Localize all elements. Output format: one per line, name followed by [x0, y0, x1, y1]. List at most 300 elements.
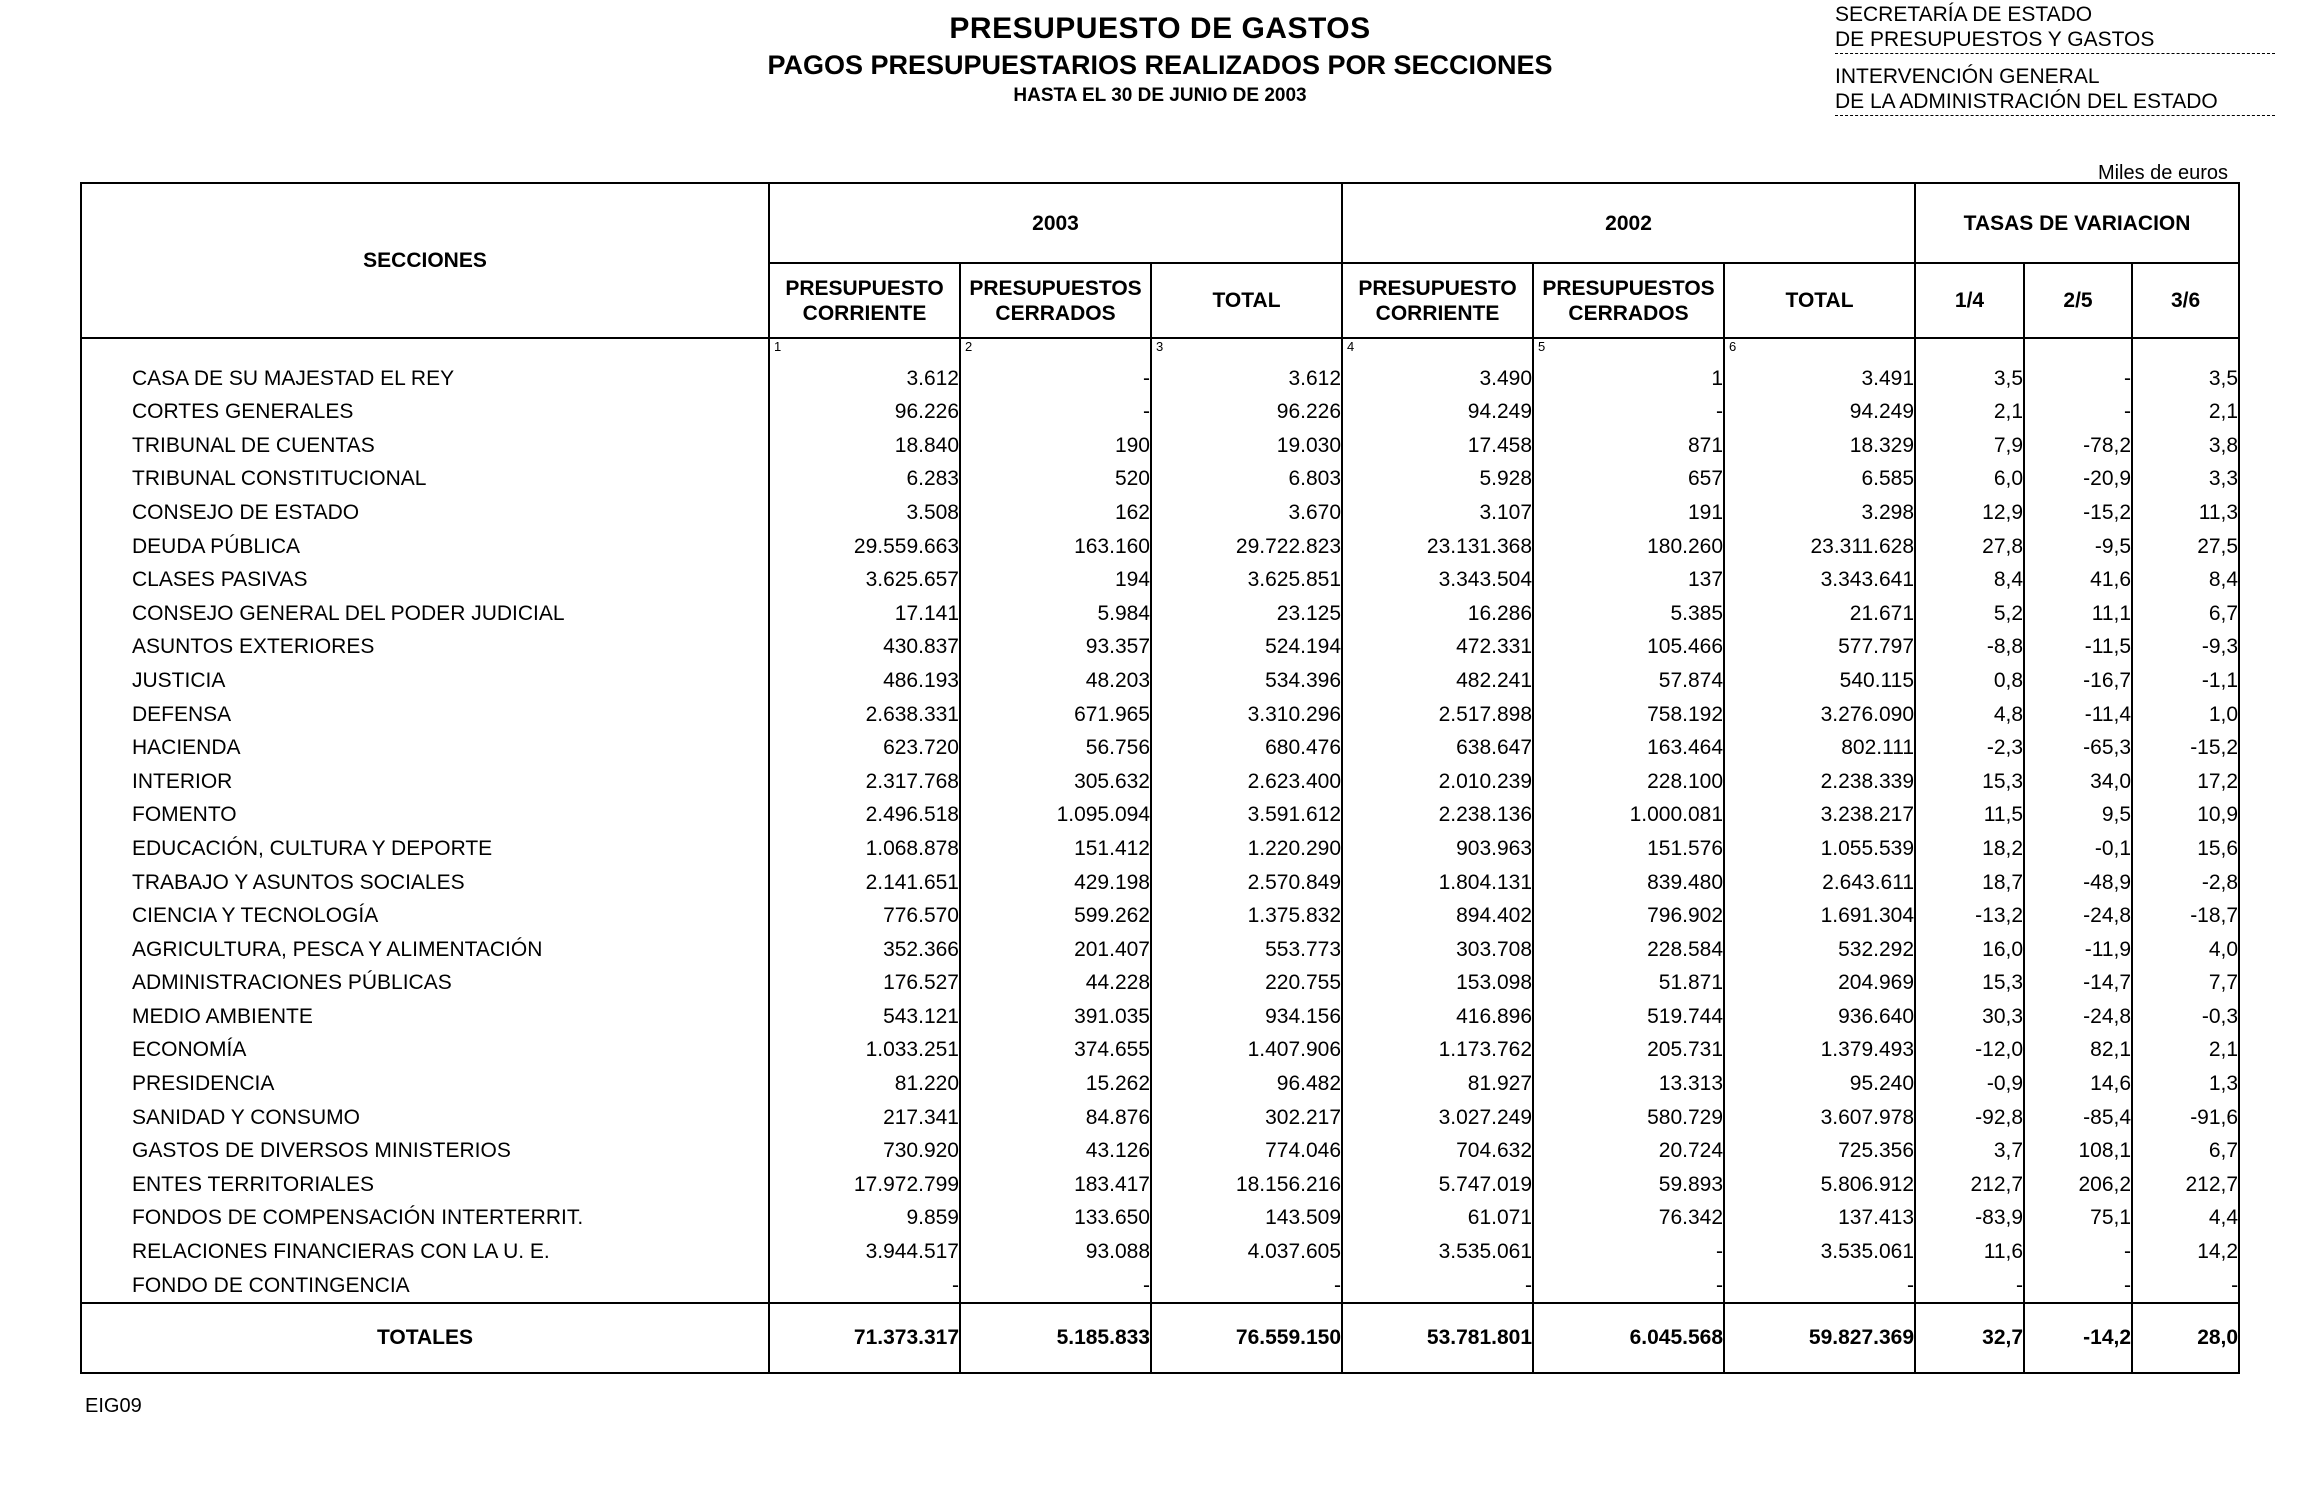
value-cell: 520 [960, 458, 1151, 492]
section-name-cell: TRIBUNAL DE CUENTAS [81, 424, 769, 458]
value-cell: 3.310.296 [1151, 693, 1342, 727]
table-row [81, 424, 2239, 458]
value-cell: 1.033.251 [769, 1029, 960, 1063]
table-row [81, 928, 2239, 962]
organization-block [1835, 2, 2275, 116]
value-cell: 180.260 [1533, 525, 1724, 559]
report-date: HASTA EL 30 DE JUNIO DE 2003 [1013, 85, 1307, 106]
value-cell: - [960, 391, 1151, 425]
report-subtitle: PAGOS PRESUPUESTARIOS REALIZADOS POR SECCIONES [767, 50, 1553, 80]
value-cell: - [1151, 1264, 1342, 1303]
value-cell: 1.407.906 [1151, 1029, 1342, 1063]
value-cell: 10,9 [2132, 794, 2239, 828]
value-cell: 191 [1533, 491, 1724, 525]
section-name-cell: CONSEJO DE ESTADO [81, 491, 769, 525]
value-cell: 305.632 [960, 760, 1151, 794]
value-cell: -8,8 [1915, 626, 2024, 660]
header-2002-total: TOTAL [1724, 263, 1915, 338]
value-cell: 903.963 [1342, 827, 1533, 861]
value-cell: 12,9 [1915, 491, 2024, 525]
value-cell: 15,6 [2132, 827, 2239, 861]
section-name-cell: CORTES GENERALES [81, 391, 769, 425]
value-cell: 3.276.090 [1724, 693, 1915, 727]
value-cell: 2.496.518 [769, 794, 960, 828]
value-cell: -15,2 [2024, 491, 2132, 525]
section-name-cell: JUSTICIA [81, 659, 769, 693]
value-cell: 776.570 [769, 895, 960, 929]
value-cell: 93.357 [960, 626, 1151, 660]
value-cell: -1,1 [2132, 659, 2239, 693]
value-cell: -12,0 [1915, 1029, 2024, 1063]
value-cell: 151.576 [1533, 827, 1724, 861]
totals-value-cell: 76.559.150 [1151, 1303, 1342, 1373]
value-cell: - [1533, 1264, 1724, 1303]
value-cell: 1.068.878 [769, 827, 960, 861]
value-cell: 6,0 [1915, 458, 2024, 492]
value-cell: 3.612 [769, 357, 960, 391]
value-cell: 183.417 [960, 1163, 1151, 1197]
value-cell: 5,2 [1915, 592, 2024, 626]
value-cell: -24,8 [2024, 895, 2132, 929]
value-cell: 15,3 [1915, 760, 2024, 794]
value-cell: 704.632 [1342, 1130, 1533, 1164]
value-cell: 23.125 [1151, 592, 1342, 626]
value-cell: 84.876 [960, 1096, 1151, 1130]
value-cell: - [1533, 391, 1724, 425]
value-cell: 59.893 [1533, 1163, 1724, 1197]
value-cell: 2.638.331 [769, 693, 960, 727]
value-cell: -0,3 [2132, 995, 2239, 1029]
value-cell: 0,8 [1915, 659, 2024, 693]
table-row [81, 1096, 2239, 1130]
value-cell: - [960, 357, 1151, 391]
value-cell: 524.194 [1151, 626, 1342, 660]
value-cell: -85,4 [2024, 1096, 2132, 1130]
value-cell: 1,3 [2132, 1062, 2239, 1096]
table-row [81, 1130, 2239, 1164]
table-row [81, 525, 2239, 559]
value-cell: -2,8 [2132, 861, 2239, 895]
totals-value-cell: 32,7 [1915, 1303, 2024, 1373]
value-cell: - [2132, 1264, 2239, 1303]
table-row [81, 794, 2239, 828]
value-cell: 94.249 [1342, 391, 1533, 425]
value-cell: 1.804.131 [1342, 861, 1533, 895]
value-cell: -11,5 [2024, 626, 2132, 660]
index-cell-empty [1915, 338, 2024, 357]
value-cell: 774.046 [1151, 1130, 1342, 1164]
value-cell: 2.643.611 [1724, 861, 1915, 895]
value-cell: 3.490 [1342, 357, 1533, 391]
value-cell: 3.607.978 [1724, 1096, 1915, 1130]
value-cell: 3.612 [1151, 357, 1342, 391]
value-cell: 2.238.339 [1724, 760, 1915, 794]
value-cell: 163.464 [1533, 727, 1724, 761]
value-cell: 638.647 [1342, 727, 1533, 761]
value-cell: 21.671 [1724, 592, 1915, 626]
value-cell: 220.755 [1151, 962, 1342, 996]
table-row [81, 727, 2239, 761]
section-name-cell: MEDIO AMBIENTE [81, 995, 769, 1029]
header-rate-1-4: 1/4 [1915, 263, 2024, 338]
value-cell: 730.920 [769, 1130, 960, 1164]
value-cell: 5.928 [1342, 458, 1533, 492]
header-2003-total: TOTAL [1151, 263, 1342, 338]
value-cell: 29.722.823 [1151, 525, 1342, 559]
value-cell: 43.126 [960, 1130, 1151, 1164]
value-cell: 5.806.912 [1724, 1163, 1915, 1197]
value-cell: 18,7 [1915, 861, 2024, 895]
totals-value-cell: 28,0 [2132, 1303, 2239, 1373]
value-cell: 871 [1533, 424, 1724, 458]
value-cell: 17.458 [1342, 424, 1533, 458]
value-cell: 18,2 [1915, 827, 2024, 861]
org-line-1: SECRETARÍA DE ESTADO [1835, 3, 2093, 26]
index-cell: 1 [769, 338, 960, 357]
totals-value-cell: 6.045.568 [1533, 1303, 1724, 1373]
value-cell: -9,5 [2024, 525, 2132, 559]
section-name-cell: CLASES PASIVAS [81, 559, 769, 593]
value-cell: 3.027.249 [1342, 1096, 1533, 1130]
value-cell: 303.708 [1342, 928, 1533, 962]
table-row [81, 626, 2239, 660]
section-name-cell: HACIENDA [81, 727, 769, 761]
value-cell: 11,1 [2024, 592, 2132, 626]
column-index-row [81, 338, 2239, 357]
value-cell: 48.203 [960, 659, 1151, 693]
totals-value-cell: 53.781.801 [1342, 1303, 1533, 1373]
value-cell: -78,2 [2024, 424, 2132, 458]
value-cell: 162 [960, 491, 1151, 525]
value-cell: 1.379.493 [1724, 1029, 1915, 1063]
value-cell: 137.413 [1724, 1197, 1915, 1231]
value-cell: 96.226 [1151, 391, 1342, 425]
value-cell: 482.241 [1342, 659, 1533, 693]
value-cell: 5.984 [960, 592, 1151, 626]
value-cell: -18,7 [2132, 895, 2239, 929]
footer-code: EIG09 [85, 1395, 142, 1417]
value-cell: 11,5 [1915, 794, 2024, 828]
header-2003-cerrados: PRESUPUESTOS CERRADOS [960, 263, 1151, 338]
value-cell: 23.131.368 [1342, 525, 1533, 559]
value-cell: 3.591.612 [1151, 794, 1342, 828]
value-cell: 29.559.663 [769, 525, 960, 559]
value-cell: 9.859 [769, 1197, 960, 1231]
value-cell: - [769, 1264, 960, 1303]
value-cell: 19.030 [1151, 424, 1342, 458]
table-row [81, 995, 2239, 1029]
totals-value-cell: -14,2 [2024, 1303, 2132, 1373]
value-cell: 3.670 [1151, 491, 1342, 525]
value-cell: 1.055.539 [1724, 827, 1915, 861]
value-cell: 580.729 [1533, 1096, 1724, 1130]
table-row [81, 391, 2239, 425]
value-cell: 151.412 [960, 827, 1151, 861]
value-cell: 4,4 [2132, 1197, 2239, 1231]
section-name-cell: DEFENSA [81, 693, 769, 727]
org-line-4: DE LA ADMINISTRACIÓN DEL ESTADO [1835, 89, 2275, 116]
value-cell: 802.111 [1724, 727, 1915, 761]
value-cell: -15,2 [2132, 727, 2239, 761]
value-cell: 352.366 [769, 928, 960, 962]
value-cell: 5.747.019 [1342, 1163, 1533, 1197]
value-cell: 725.356 [1724, 1130, 1915, 1164]
index-cell: 2 [960, 338, 1151, 357]
value-cell: 27,5 [2132, 525, 2239, 559]
value-cell: 15,3 [1915, 962, 2024, 996]
value-cell: -20,9 [2024, 458, 2132, 492]
value-cell: 108,1 [2024, 1130, 2132, 1164]
value-cell: 228.100 [1533, 760, 1724, 794]
table-row [81, 760, 2239, 794]
index-cell: 5 [1533, 338, 1724, 357]
section-name-cell: CONSEJO GENERAL DEL PODER JUDICIAL [81, 592, 769, 626]
value-cell: 17.141 [769, 592, 960, 626]
value-cell: 1.375.832 [1151, 895, 1342, 929]
value-cell: 936.640 [1724, 995, 1915, 1029]
value-cell: 76.342 [1533, 1197, 1724, 1231]
section-name-cell: CIENCIA Y TECNOLOGÍA [81, 895, 769, 929]
header-2003-corriente: PRESUPUESTO CORRIENTE [769, 263, 960, 338]
table-row [81, 559, 2239, 593]
value-cell: 839.480 [1533, 861, 1724, 895]
table-row [81, 1163, 2239, 1197]
value-cell: 4,0 [2132, 928, 2239, 962]
value-cell: 2.317.768 [769, 760, 960, 794]
value-cell: - [1342, 1264, 1533, 1303]
value-cell: 3.625.657 [769, 559, 960, 593]
table-row [81, 1230, 2239, 1264]
totals-row [81, 1303, 2239, 1373]
value-cell: 206,2 [2024, 1163, 2132, 1197]
value-cell: 3,8 [2132, 424, 2239, 458]
value-cell: 391.035 [960, 995, 1151, 1029]
section-name-cell: INTERIOR [81, 760, 769, 794]
budget-table [80, 182, 2240, 1374]
value-cell: 1.173.762 [1342, 1029, 1533, 1063]
value-cell: 1.000.081 [1533, 794, 1724, 828]
table-row [81, 592, 2239, 626]
value-cell: - [2024, 1264, 2132, 1303]
value-cell: -16,7 [2024, 659, 2132, 693]
value-cell: 212,7 [2132, 1163, 2239, 1197]
value-cell: 163.160 [960, 525, 1151, 559]
value-cell: 13.313 [1533, 1062, 1724, 1096]
value-cell: 3,3 [2132, 458, 2239, 492]
value-cell: 7,9 [1915, 424, 2024, 458]
value-cell: 3.298 [1724, 491, 1915, 525]
value-cell: - [2024, 357, 2132, 391]
value-cell: 11,3 [2132, 491, 2239, 525]
totals-label-cell: TOTALES [81, 1303, 769, 1373]
value-cell: 2.623.400 [1151, 760, 1342, 794]
value-cell: 194 [960, 559, 1151, 593]
value-cell: 3.238.217 [1724, 794, 1915, 828]
value-cell: 2.517.898 [1342, 693, 1533, 727]
value-cell: 302.217 [1151, 1096, 1342, 1130]
value-cell: 934.156 [1151, 995, 1342, 1029]
value-cell: -65,3 [2024, 727, 2132, 761]
value-cell: -11,9 [2024, 928, 2132, 962]
value-cell: 472.331 [1342, 626, 1533, 660]
report-title: PRESUPUESTO DE GASTOS [949, 12, 1371, 45]
value-cell: 5.385 [1533, 592, 1724, 626]
value-cell: 543.121 [769, 995, 960, 1029]
value-cell: 27,8 [1915, 525, 2024, 559]
section-name-cell: PRESIDENCIA [81, 1062, 769, 1096]
index-cell-empty [2132, 338, 2239, 357]
section-name-cell: TRIBUNAL CONSTITUCIONAL [81, 458, 769, 492]
value-cell: 217.341 [769, 1096, 960, 1130]
value-cell: 796.902 [1533, 895, 1724, 929]
value-cell: 758.192 [1533, 693, 1724, 727]
value-cell: 61.071 [1342, 1197, 1533, 1231]
table-row [81, 1197, 2239, 1231]
index-cell: 4 [1342, 338, 1533, 357]
value-cell: 14,6 [2024, 1062, 2132, 1096]
value-cell: -13,2 [1915, 895, 2024, 929]
value-cell: -0,1 [2024, 827, 2132, 861]
value-cell: 18.156.216 [1151, 1163, 1342, 1197]
value-cell: 6.585 [1724, 458, 1915, 492]
value-cell: 3.343.504 [1342, 559, 1533, 593]
section-name-cell: TRABAJO Y ASUNTOS SOCIALES [81, 861, 769, 895]
header-secciones: SECCIONES [81, 183, 769, 338]
totals-value-cell: 5.185.833 [960, 1303, 1151, 1373]
value-cell: 14,2 [2132, 1230, 2239, 1264]
value-cell: 153.098 [1342, 962, 1533, 996]
value-cell: - [2024, 1230, 2132, 1264]
value-cell: 56.756 [960, 727, 1151, 761]
value-cell: - [1915, 1264, 2024, 1303]
value-cell: 23.311.628 [1724, 525, 1915, 559]
value-cell: 6,7 [2132, 592, 2239, 626]
value-cell: 6.803 [1151, 458, 1342, 492]
section-name-cell: SANIDAD Y CONSUMO [81, 1096, 769, 1130]
value-cell: 1.095.094 [960, 794, 1151, 828]
value-cell: 30,3 [1915, 995, 2024, 1029]
value-cell: 657 [1533, 458, 1724, 492]
value-cell: 212,7 [1915, 1163, 2024, 1197]
value-cell: - [2024, 391, 2132, 425]
value-cell: -83,9 [1915, 1197, 2024, 1231]
value-cell: 1.220.290 [1151, 827, 1342, 861]
value-cell: 94.249 [1724, 391, 1915, 425]
value-cell: 7,7 [2132, 962, 2239, 996]
value-cell: 4.037.605 [1151, 1230, 1342, 1264]
value-cell: -91,6 [2132, 1096, 2239, 1130]
header-2002-cerrados: PRESUPUESTOS CERRADOS [1533, 263, 1724, 338]
value-cell: 534.396 [1151, 659, 1342, 693]
value-cell: 17,2 [2132, 760, 2239, 794]
value-cell: 4,8 [1915, 693, 2024, 727]
value-cell: 2.010.239 [1342, 760, 1533, 794]
value-cell: 204.969 [1724, 962, 1915, 996]
value-cell: 374.655 [960, 1029, 1151, 1063]
value-cell: 894.402 [1342, 895, 1533, 929]
index-cell-empty [81, 338, 769, 357]
header-rate-3-6: 3/6 [2132, 263, 2239, 338]
value-cell: 2.238.136 [1342, 794, 1533, 828]
header-group-2003: 2003 [769, 183, 1342, 263]
value-cell: 11,6 [1915, 1230, 2024, 1264]
section-name-cell: EDUCACIÓN, CULTURA Y DEPORTE [81, 827, 769, 861]
section-name-cell: GASTOS DE DIVERSOS MINISTERIOS [81, 1130, 769, 1164]
table-row [81, 861, 2239, 895]
value-cell: -11,4 [2024, 693, 2132, 727]
value-cell: -2,3 [1915, 727, 2024, 761]
table-row [81, 1062, 2239, 1096]
value-cell: -48,9 [2024, 861, 2132, 895]
value-cell: 18.840 [769, 424, 960, 458]
org-line-2: DE PRESUPUESTOS Y GASTOS [1835, 27, 2275, 54]
table-row [81, 827, 2239, 861]
table-row [81, 895, 2239, 929]
value-cell: 16,0 [1915, 928, 2024, 962]
value-cell: 623.720 [769, 727, 960, 761]
value-cell: 1.691.304 [1724, 895, 1915, 929]
value-cell: 3.535.061 [1342, 1230, 1533, 1264]
table-row [81, 693, 2239, 727]
table-row [81, 491, 2239, 525]
section-name-cell: ECONOMÍA [81, 1029, 769, 1063]
section-name-cell: AGRICULTURA, PESCA Y ALIMENTACIÓN [81, 928, 769, 962]
value-cell: 1,0 [2132, 693, 2239, 727]
table-row [81, 458, 2239, 492]
value-cell: -92,8 [1915, 1096, 2024, 1130]
value-cell: 20.724 [1533, 1130, 1724, 1164]
value-cell: 81.220 [769, 1062, 960, 1096]
section-name-cell: ASUNTOS EXTERIORES [81, 626, 769, 660]
section-name-cell: ENTES TERRITORIALES [81, 1163, 769, 1197]
value-cell: 416.896 [1342, 995, 1533, 1029]
value-cell: 41,6 [2024, 559, 2132, 593]
table-row [81, 659, 2239, 693]
section-name-cell: FOMENTO [81, 794, 769, 828]
section-name-cell: FONDOS DE COMPENSACIÓN INTERTERRIT. [81, 1197, 769, 1231]
value-cell: - [1533, 1230, 1724, 1264]
value-cell: 82,1 [2024, 1029, 2132, 1063]
value-cell: 2,1 [2132, 391, 2239, 425]
table-body [81, 338, 2239, 1303]
value-cell: 9,5 [2024, 794, 2132, 828]
value-cell: 2.570.849 [1151, 861, 1342, 895]
units-label: Miles de euros [2097, 162, 2228, 184]
value-cell: 2,1 [2132, 1029, 2239, 1063]
report-title-block [600, 12, 1720, 107]
index-cell: 3 [1151, 338, 1342, 357]
index-cell-empty [2024, 338, 2132, 357]
value-cell: 680.476 [1151, 727, 1342, 761]
value-cell: 96.226 [769, 391, 960, 425]
value-cell: - [1724, 1264, 1915, 1303]
table-row [81, 962, 2239, 996]
section-name-cell: CASA DE SU MAJESTAD EL REY [81, 357, 769, 391]
value-cell: 15.262 [960, 1062, 1151, 1096]
org-gap [1835, 54, 2275, 64]
value-cell: 8,4 [1915, 559, 2024, 593]
value-cell: 133.650 [960, 1197, 1151, 1231]
value-cell: 671.965 [960, 693, 1151, 727]
value-cell: 205.731 [1533, 1029, 1724, 1063]
value-cell: 3,5 [1915, 357, 2024, 391]
header-group-rates: TASAS DE VARIACION [1915, 183, 2239, 263]
value-cell: 18.329 [1724, 424, 1915, 458]
header-rate-2-5: 2/5 [2024, 263, 2132, 338]
section-name-cell: ADMINISTRACIONES PÚBLICAS [81, 962, 769, 996]
value-cell: 486.193 [769, 659, 960, 693]
table-row [81, 1029, 2239, 1063]
